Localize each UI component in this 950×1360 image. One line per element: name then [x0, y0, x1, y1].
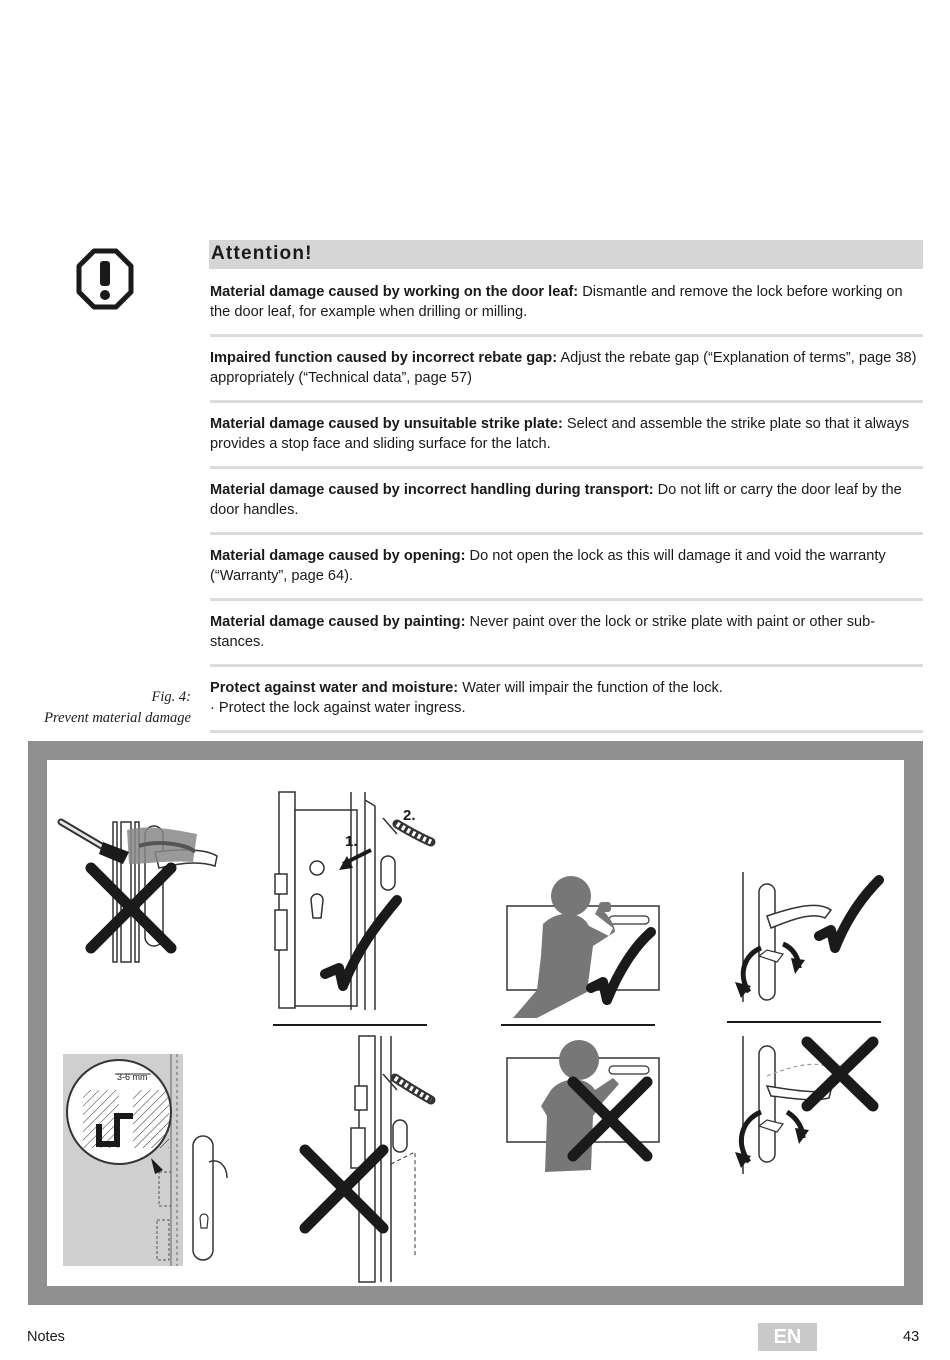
page-number: 43 — [903, 1329, 920, 1345]
notice-text: Do not open the lock as this will damage it and void the warranty (“Warranty”, page 64). — [210, 548, 886, 584]
notice-text: Do not lift or carry the door leaf by the door handles. — [210, 482, 902, 518]
figure-panel — [47, 760, 904, 1286]
notice-transport — [210, 480, 923, 535]
notice-strike-plate — [210, 414, 923, 469]
notice-rebate-gap — [210, 348, 923, 403]
notice-opening — [210, 546, 923, 601]
notice-painting — [210, 612, 923, 667]
notice-text: Never paint over the lock or strike plate with paint or other sub-stances. — [210, 614, 876, 650]
notice-text: Adjust the rebate gap (“Explanation of terms”, page 38) appropriately (“Technical data”, page 57) — [210, 350, 917, 386]
notice-lead: Material damage caused by painting: — [210, 614, 466, 630]
transport-correct-illustration — [501, 876, 659, 1025]
attention-heading: Attention! — [209, 240, 923, 269]
notice-text: Dismantle and remove the lock before working on the door leaf, for example when drilling or milling. — [210, 284, 903, 320]
notice-bullet: · Protect the lock against water ingress. — [210, 700, 466, 716]
transport-prohibited-illustration — [507, 1040, 659, 1172]
figure-caption — [0, 687, 191, 729]
notice-door-leaf — [210, 282, 923, 337]
language-badge: EN — [758, 1323, 817, 1351]
notice-lead: Protect against water and moisture: — [210, 680, 459, 696]
rebate-gap-detail-illustration — [63, 1054, 227, 1266]
step-1-label: 1. — [345, 833, 358, 850]
step-2-label: 2. — [403, 807, 416, 824]
figure-frame — [28, 741, 923, 1305]
notice-lead: Impaired function caused by incorrect rebate gap: — [210, 350, 558, 366]
figure-number: Fig. 4: — [151, 689, 191, 705]
notice-lead: Material damage caused by unsuitable strike plate: — [210, 416, 563, 432]
drilling-with-lock-prohibited-illustration — [305, 1036, 431, 1282]
notice-water — [210, 678, 923, 733]
figure-illustration — [47, 760, 904, 1286]
lock-removal-illustration — [273, 792, 431, 1025]
figure-title: Prevent material damage — [44, 710, 191, 726]
notice-list — [210, 282, 923, 744]
notice-lead: Material damage caused by incorrect handling during transport: — [210, 482, 654, 498]
gap-dimension-label: 3-6 mm — [117, 1072, 148, 1082]
painting-prohibited-illustration — [61, 822, 217, 962]
warning-octagon-icon — [76, 248, 134, 310]
handle-use-correct-illustration — [727, 872, 881, 1022]
notice-text: Water will impair the function of the lock. — [458, 680, 723, 696]
prohibited-cross-icon — [807, 1042, 873, 1106]
footer-section-label: Notes — [27, 1329, 65, 1345]
notice-text: Select and assemble the strike plate so that it always provides a stop face and sliding surface for the latch. — [210, 416, 910, 452]
handle-overload-prohibited-illustration — [735, 1036, 873, 1174]
notice-lead: Material damage caused by working on the door leaf: — [210, 284, 579, 300]
notice-lead: Material damage caused by opening: — [210, 548, 466, 564]
